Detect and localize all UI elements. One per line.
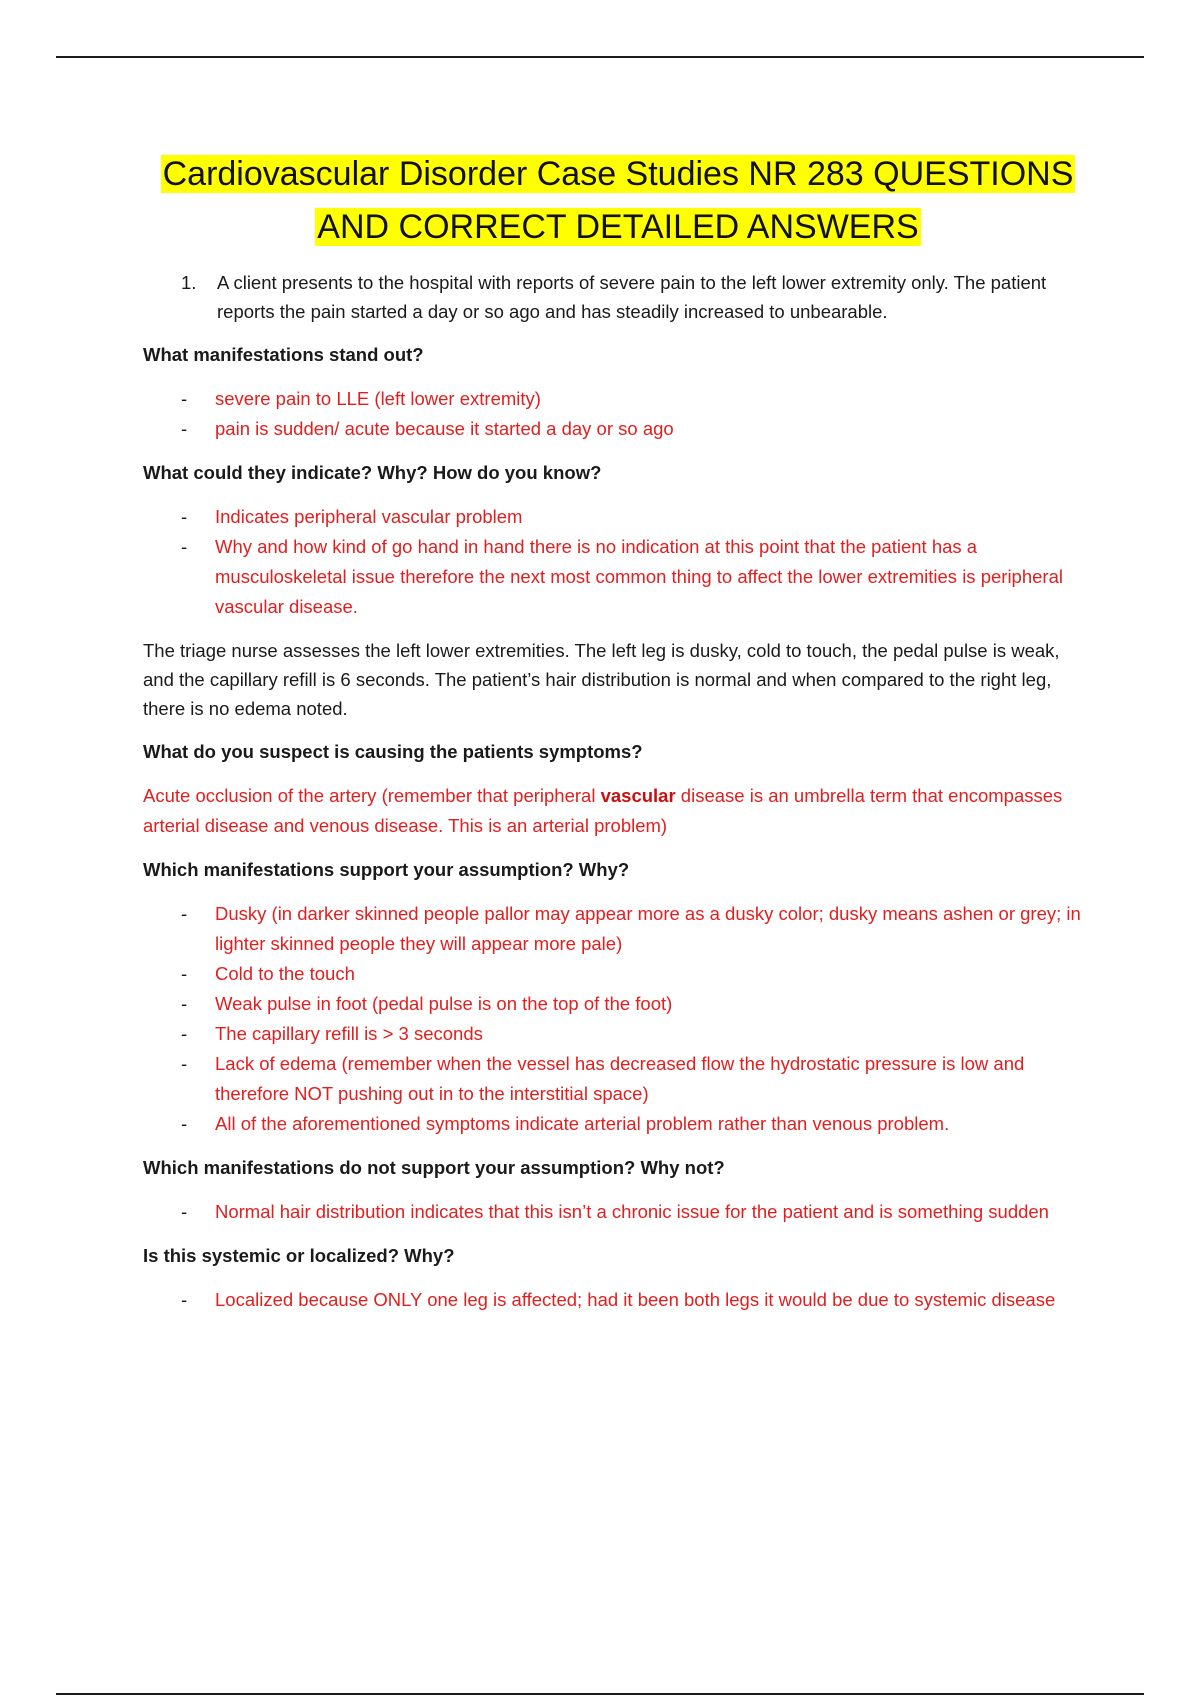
answer-item: - Indicates peripheral vascular problem: [181, 502, 1093, 532]
answer-item: - Weak pulse in foot (pedal pulse is on the top of the foot): [181, 989, 1093, 1019]
bullet-dash: -: [181, 993, 188, 1014]
top-rule: [56, 56, 1144, 58]
answer-bold-term: vascular: [600, 785, 676, 806]
question-number: 1.: [181, 272, 197, 293]
document-title: [143, 148, 1093, 254]
answer-item: - pain is sudden/ acute because it started a day or so ago: [181, 414, 1093, 444]
section-heading-systemic: Is this systemic or localized? Why?: [143, 1245, 455, 1266]
triage-paragraph: The triage nurse assesses the left lower extremities. The left leg is dusky, cold to touch, the pedal pulse is weak, and the capillary refill is 6 seconds. The patient’s hair distribution is normal and when compared to the right leg, there is no edema noted.: [143, 640, 1060, 719]
bullet-dash: -: [181, 903, 188, 924]
bullet-dash: -: [181, 418, 188, 439]
bullet-dash: -: [181, 506, 188, 527]
title-line-1: Cardiovascular Disorder Case Studies NR 283 QUESTIONS: [162, 155, 1074, 193]
section-heading-not-support: Which manifestations do not support your assumption? Why not?: [143, 1157, 725, 1178]
section-heading-support: Which manifestations support your assumption? Why?: [143, 859, 630, 880]
bottom-rule: [56, 1693, 1144, 1695]
answer-list-not-support: [181, 1197, 1093, 1227]
answer-item: - All of the aforementioned symptoms indicate arterial problem rather than venous problem.: [181, 1109, 1093, 1139]
answer-item: - severe pain to LLE (left lower extremity): [181, 384, 1093, 414]
bullet-dash: -: [181, 1289, 188, 1310]
bullet-dash: -: [181, 1023, 188, 1044]
bullet-dash: -: [181, 1113, 188, 1134]
bullet-dash: -: [181, 536, 188, 557]
question-1: [181, 268, 1093, 326]
answer-item: - Normal hair distribution indicates that this isn’t a chronic issue for the patient and is something sudden: [181, 1197, 1093, 1227]
section-heading-indicate: What could they indicate? Why? How do you know?: [143, 462, 602, 483]
answer-suspect: Acute occlusion of the artery (remember that peripheral vascular disease is an umbrella term that encompasses arterial disease and venous disease. This is an arterial problem): [143, 785, 1063, 836]
answer-list-systemic: [181, 1285, 1093, 1315]
answer-item: - Dusky (in darker skinned people pallor may appear more as a dusky color; dusky means ashen or grey; in lighter skinned people they will appear more pale): [181, 899, 1093, 959]
document-page: [143, 148, 1093, 1329]
answer-item: - The capillary refill is > 3 seconds: [181, 1019, 1093, 1049]
answer-item: - Localized because ONLY one leg is affected; had it been both legs it would be due to systemic disease: [181, 1285, 1093, 1315]
answer-item: - Why and how kind of go hand in hand there is no indication at this point that the patient has a musculoskeletal issue therefore the next most common thing to affect the lower extremities is peripheral vascular disease.: [181, 532, 1093, 622]
bullet-dash: -: [181, 388, 188, 409]
bullet-dash: -: [181, 1201, 188, 1222]
answer-item: - Lack of edema (remember when the vessel has decreased flow the hydrostatic pressure is low and therefore NOT pushing out in to the interstitial space): [181, 1049, 1093, 1109]
answer-item: - Cold to the touch: [181, 959, 1093, 989]
answer-list-support: [181, 899, 1093, 1139]
question-text: A client presents to the hospital with reports of severe pain to the left lower extremity only. The patient reports the pain started a day or so ago and has steadily increased to unbearable.: [217, 272, 1047, 322]
title-line-2: AND CORRECT DETAILED ANSWERS: [317, 208, 919, 246]
answer-list-indicate: [181, 502, 1093, 622]
section-heading-suspect: What do you suspect is causing the patients symptoms?: [143, 741, 643, 762]
answer-list-manifestations: [181, 384, 1093, 444]
bullet-dash: -: [181, 963, 188, 984]
bullet-dash: -: [181, 1053, 188, 1074]
section-heading-manifestations: What manifestations stand out?: [143, 344, 424, 365]
